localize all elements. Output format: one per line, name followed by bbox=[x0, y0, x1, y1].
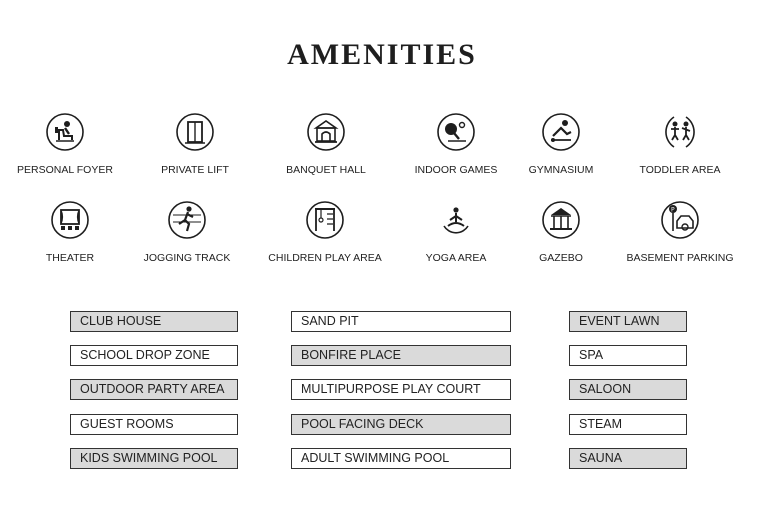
gazebo-icon bbox=[541, 200, 581, 240]
personal-foyer-icon bbox=[45, 112, 85, 152]
amenity-label: PRIVATE LIFT bbox=[161, 164, 229, 176]
yoga-icon bbox=[436, 200, 476, 240]
gym-icon bbox=[541, 112, 581, 152]
page-title: AMENITIES bbox=[287, 38, 477, 71]
amenity-label: JOGGING TRACK bbox=[143, 252, 231, 264]
table-tennis-icon bbox=[436, 112, 476, 152]
play-frame-icon bbox=[305, 200, 345, 240]
feature-guest-rooms: GUEST ROOMS bbox=[70, 414, 238, 435]
amenity-label: CHILDREN PLAY AREA bbox=[268, 252, 382, 264]
feature-kids-swimming-pool: KIDS SWIMMING POOL bbox=[70, 448, 238, 469]
feature-spa: SPA bbox=[569, 345, 687, 366]
amenity-label: YOGA AREA bbox=[425, 252, 487, 264]
hall-icon bbox=[306, 112, 346, 152]
feature-bonfire-place: BONFIRE PLACE bbox=[291, 345, 511, 366]
amenity-label: TODDLER AREA bbox=[639, 164, 721, 176]
feature-outdoor-party-area: OUTDOOR PARTY AREA bbox=[70, 379, 238, 400]
feature-sand-pit: SAND PIT bbox=[291, 311, 511, 332]
svg-text:P: P bbox=[671, 206, 675, 214]
feature-school-drop-zone: SCHOOL DROP ZONE bbox=[70, 345, 238, 366]
amenity-label: THEATER bbox=[45, 252, 95, 264]
amenity-label: GAZEBO bbox=[539, 252, 583, 264]
feature-pool-facing-deck: POOL FACING DECK bbox=[291, 414, 511, 435]
kids-icon bbox=[660, 112, 700, 152]
feature-sauna: SAUNA bbox=[569, 448, 687, 469]
amenity-label: PERSONAL FOYER bbox=[17, 164, 113, 176]
amenity-label: GYMNASIUM bbox=[528, 164, 594, 176]
theater-icon bbox=[50, 200, 90, 240]
parking-icon bbox=[660, 200, 700, 240]
feature-saloon: SALOON bbox=[569, 379, 687, 400]
elevator-icon bbox=[175, 112, 215, 152]
feature-steam: STEAM bbox=[569, 414, 687, 435]
feature-adult-swimming-pool: ADULT SWIMMING POOL bbox=[291, 448, 511, 469]
amenity-label: INDOOR GAMES bbox=[414, 164, 498, 176]
amenity-label: BANQUET HALL bbox=[286, 164, 366, 176]
feature-club-house: CLUB HOUSE bbox=[70, 311, 238, 332]
runner-icon bbox=[167, 200, 207, 240]
amenity-label: BASEMENT PARKING bbox=[626, 252, 734, 264]
feature-multipurpose-play-court: MULTIPURPOSE PLAY COURT bbox=[291, 379, 511, 400]
feature-event-lawn: EVENT LAWN bbox=[569, 311, 687, 332]
